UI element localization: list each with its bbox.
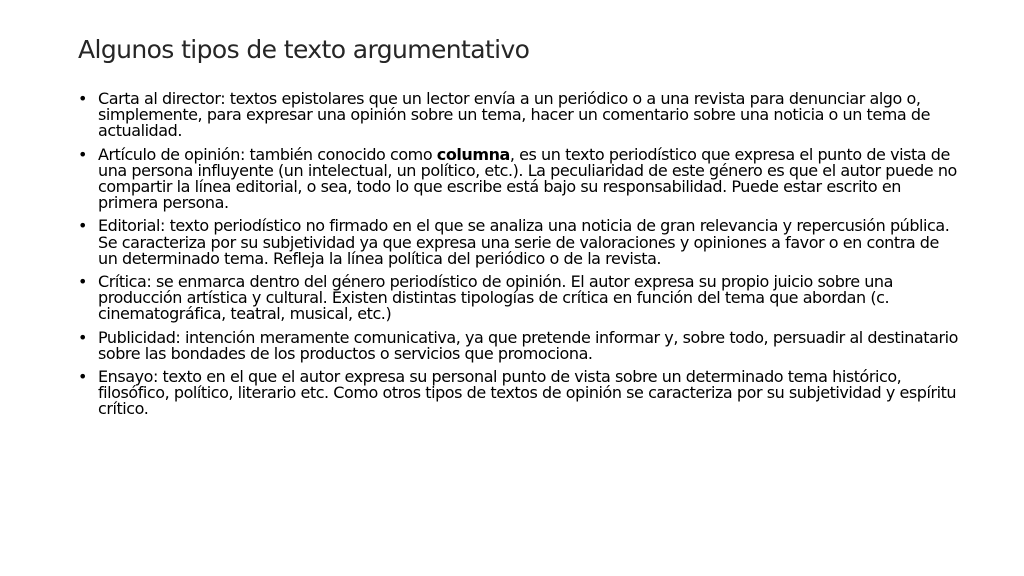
bullet-icon: • (78, 272, 87, 292)
bullet-text-bold: columna (436, 144, 510, 164)
bullet-text-part: Crítica: se enmarca dentro del género periodístico de opinión. El autor expresa su propio juicio sobre una producción artística y cultural. Existen distintas tipologías de crítica en función del tema que abordan (c. cinematográfica, teatral, musical, etc.) (98, 272, 893, 324)
bullet-text (98, 328, 958, 363)
bullet-text-part: Publicidad: intención meramente comunicativa, ya que pretende informar y, sobre todo, persuadir al destinatario sobre las bondades de los productos o servicios que promociona. (98, 327, 958, 363)
bullet-icon: • (78, 216, 87, 236)
bullet-text-part: Artículo de opinión: también conocido como (98, 144, 437, 164)
bullet-text-part: , es un texto periodístico que expresa el punto de vista de una persona influyente (un intelectual, un político, etc.). La peculiaridad de este género es que el autor puede no compartir la línea editorial, o sea, todo lo que escribe está bajo su responsabilidad. Puede estar escrito en primera persona. (98, 144, 957, 213)
bullet-icon: • (78, 144, 87, 164)
bullet-text-part: Carta al director: textos epistolares que un lector envía a un periódico o a una revista para denunciar algo o, simplemente, para expresar una opinión sobre un tema, hacer un comentario sobre una noticia o un tema de actualidad. (98, 89, 930, 141)
bullet-list (78, 91, 958, 425)
bullet-item-carta-al-director (78, 91, 958, 140)
bullet-text (98, 145, 957, 213)
bullet-icon: • (78, 327, 87, 347)
bullet-item-editorial (78, 218, 958, 267)
bullet-text-part: Ensayo: texto en el que el autor expresa su personal punto de vista sobre un determinado tema histórico, filosófico, político, literario etc. Como otros tipos de textos de opinión se caracteriza por su subjetividad y espíritu crítico. (98, 367, 957, 419)
bullet-text (98, 89, 930, 140)
bullet-text-part: Editorial: texto periodístico no firmado en el que se analiza una noticia de gran relevancia y repercusión pública. Se caracteriza por su subjetividad ya que expresa una serie de valoraciones y opiniones a favor o en contra de un determinado tema. Refleja la línea política del periódico o de la revista. (98, 216, 950, 268)
bullet-item-publicidad (78, 327, 958, 363)
bullet-text (98, 367, 956, 418)
bullet-text (98, 216, 949, 267)
bullet-item-ensayo (78, 369, 958, 418)
bullet-text (98, 272, 893, 323)
bullet-item-critica (78, 274, 958, 323)
slide-title: Algunos tipos de texto argumentativo (78, 35, 530, 64)
bullet-icon: • (78, 89, 87, 108)
bullet-item-articulo-de-opinion (78, 144, 958, 213)
bullet-icon: • (78, 367, 87, 387)
